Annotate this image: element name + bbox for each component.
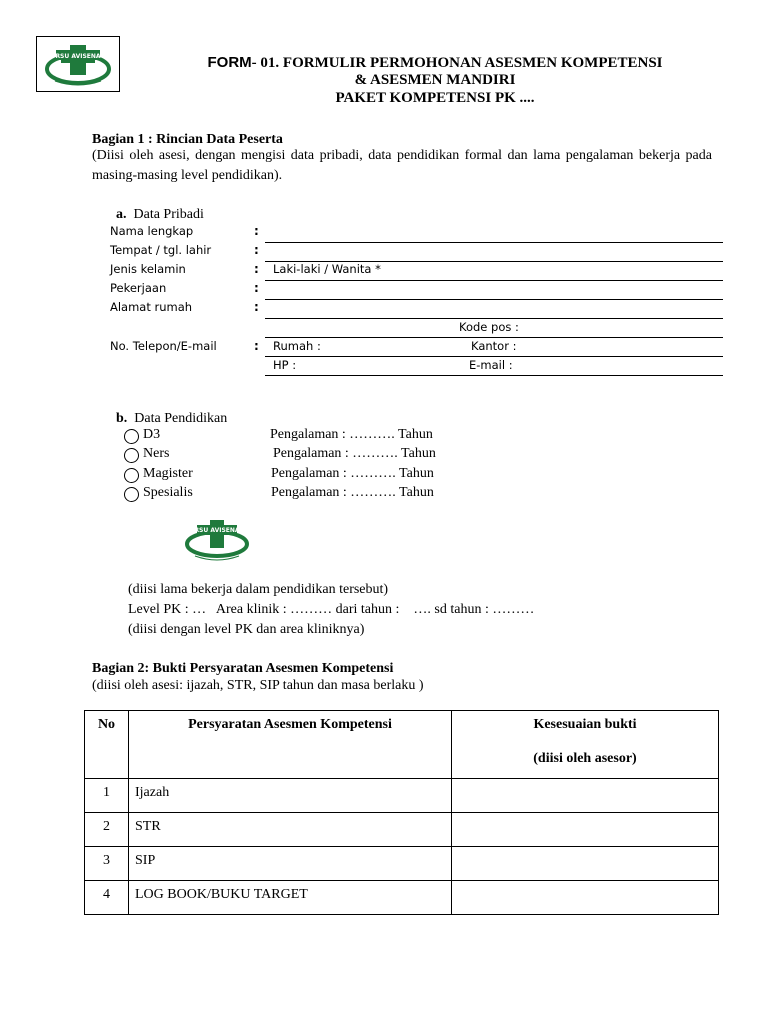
- edu-exp-d3: Pengalaman : ………. Tahun: [270, 427, 433, 442]
- postal-code-label: Kode pos :: [459, 320, 519, 334]
- table-row: [85, 779, 719, 813]
- logo-text-small: RSU AVISENA: [194, 527, 240, 534]
- edu-level-magister: Magister: [143, 466, 193, 481]
- form-title-line1: [140, 54, 730, 72]
- level-pk-line: Level PK : … Area klinik : ……… dari tahun : …. sd tahun : ………: [128, 602, 535, 617]
- edu-level-spesialis: Spesialis: [143, 485, 193, 500]
- form-title-prefix: FORM: [207, 54, 252, 71]
- personal-data-heading: [116, 205, 204, 225]
- table-row: [85, 847, 719, 881]
- form-title-rest: - 01. FORMULIR PERMOHONAN ASESMEN KOMPETENSI: [251, 55, 663, 71]
- label-phone-email: No. Telepon/E-mail: [110, 339, 217, 353]
- form-title-line2: & ASESMEN MANDIRI: [354, 72, 516, 88]
- logo-text: RSU AVISENA: [55, 53, 101, 60]
- hospital-logo-small: [183, 516, 251, 566]
- edu-exp-ners: Pengalaman : ………. Tahun: [273, 446, 436, 461]
- row-evidence[interactable]: [452, 779, 719, 813]
- education-note1: (diisi lama bekerja dalam pendidikan tersebut): [128, 582, 389, 597]
- colon-birth: :: [254, 243, 259, 257]
- col-header-requirement: Persyaratan Asesmen Kompetensi: [129, 711, 452, 779]
- office-phone-label: Kantor :: [471, 339, 517, 353]
- colon-address: :: [254, 300, 259, 314]
- col-header-evidence: [452, 711, 719, 779]
- requirements-table: [84, 710, 719, 915]
- radio-ners[interactable]: [124, 448, 139, 463]
- colon-gender: :: [254, 262, 259, 276]
- colon-name: :: [254, 224, 259, 238]
- section2-description: (diisi oleh asesi: ijazah, STR, SIP tahun dan masa berlaku ): [92, 678, 424, 693]
- gender-line[interactable]: [265, 280, 723, 281]
- row-requirement: SIP: [129, 847, 452, 881]
- col-header-no: No: [85, 711, 129, 779]
- hospital-logo: [37, 37, 119, 91]
- education-heading-letter: b.: [116, 411, 128, 426]
- row-evidence[interactable]: [452, 847, 719, 881]
- label-occupation: Pekerjaan: [110, 281, 167, 295]
- label-gender: Jenis kelamin: [110, 262, 186, 276]
- row-no: 1: [85, 779, 129, 813]
- row-requirement: Ijazah: [129, 779, 452, 813]
- row-evidence[interactable]: [452, 881, 719, 915]
- row-evidence[interactable]: [452, 813, 719, 847]
- edu-level-d3: D3: [143, 427, 161, 442]
- name-line[interactable]: [265, 242, 723, 243]
- table-row: [85, 881, 719, 915]
- edu-exp-spesialis: Pengalaman : ………. Tahun: [271, 485, 434, 500]
- home-phone-label: Rumah :: [273, 339, 321, 353]
- row-no: 3: [85, 847, 129, 881]
- edu-level-ners: Ners: [143, 446, 170, 461]
- edu-exp-magister: Pengalaman : ………. Tahun: [271, 466, 434, 481]
- education-heading-text: Data Pendidikan: [134, 411, 228, 426]
- postal-line[interactable]: [265, 337, 723, 338]
- label-full-name: Nama lengkap: [110, 224, 194, 238]
- table-row: [85, 813, 719, 847]
- personal-heading-letter: a.: [116, 207, 127, 222]
- table-header-row: [85, 711, 719, 779]
- gender-value: Laki-laki / Wanita *: [273, 262, 381, 276]
- section1-heading: Bagian 1 : Rincian Data Peserta: [92, 132, 283, 147]
- radio-magister[interactable]: [124, 468, 139, 483]
- row-no: 2: [85, 813, 129, 847]
- education-note2: (diisi dengan level PK dan area kliniknya): [128, 622, 365, 637]
- radio-d3[interactable]: [124, 429, 139, 444]
- education-heading: [116, 409, 227, 429]
- row-requirement: LOG BOOK/BUKU TARGET: [129, 881, 452, 915]
- job-line[interactable]: [265, 299, 723, 300]
- personal-heading-text: Data Pribadi: [133, 207, 204, 222]
- row-requirement: STR: [129, 813, 452, 847]
- row-no: 4: [85, 881, 129, 915]
- radio-spesialis[interactable]: [124, 487, 139, 502]
- section1-description: (Diisi oleh asesi, dengan mengisi data pribadi, data pendidikan formal dan lama pengalaman bekerja pada masing-masing level pendidikan).: [92, 148, 712, 183]
- evidence-header-note: (diisi oleh asesor): [533, 751, 637, 766]
- form-title-line3: PAKET KOMPETENSI PK ....: [335, 90, 535, 106]
- email-label: E-mail :: [469, 358, 513, 372]
- middle-logo: [183, 516, 251, 566]
- mobile-label: HP :: [273, 358, 297, 372]
- section2-heading: Bagian 2: Bukti Persyaratan Asesmen Kompetensi: [92, 661, 394, 676]
- colon-phone: :: [254, 339, 259, 353]
- colon-job: :: [254, 281, 259, 295]
- label-birth-place-date: Tempat / tgl. lahir: [110, 243, 212, 257]
- hp-line[interactable]: [265, 375, 723, 376]
- header-logo-frame: [36, 36, 120, 92]
- address-line[interactable]: [265, 318, 723, 319]
- evidence-header-title: Kesesuaian bukti: [533, 717, 637, 732]
- phone-line[interactable]: [265, 356, 723, 357]
- label-home-address: Alamat rumah: [110, 300, 193, 314]
